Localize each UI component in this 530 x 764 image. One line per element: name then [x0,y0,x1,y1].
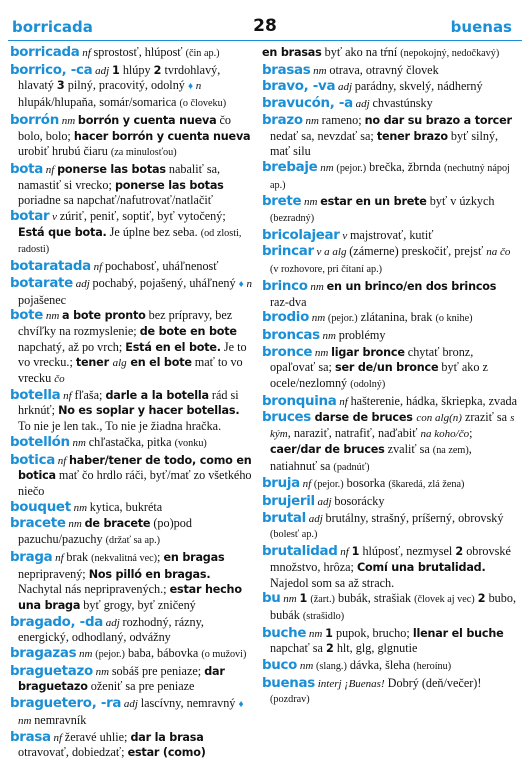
headword: brete [262,194,302,210]
translation-text: bubo, bubák [270,591,516,622]
translation-text: byť ako na tŕní [321,45,401,59]
dictionary-entry [10,550,254,614]
translation-text: Dobrý (deň/večer)! [384,675,482,690]
headword: bricolajear [262,227,340,243]
translation-text: otravovať, dobiedzať; [18,745,128,760]
grammar-label: nm [310,64,330,77]
phrase: ligar bronce [331,345,405,359]
grammar-label: čo [54,373,65,386]
dictionary-entry [262,79,518,95]
usage-note: (pejor.) [327,313,358,325]
grammar-label: nf [90,261,105,274]
headword: braguetero, -ra [10,696,122,712]
dictionary-entry [262,544,518,590]
usage-note: (odolný) [350,379,386,391]
phrase: Nos pilló en bragas. [88,567,211,581]
headword: borricada [10,45,80,60]
translation-text: obrovské množstvo, hrôza; [270,544,511,574]
grammar-label: adj [314,495,335,508]
grammar-label: nm [18,714,35,727]
diamond-icon: ♦ [187,81,194,93]
sense-number: 2 [153,63,162,77]
translation-text: (po)pod pazuchu/pazuchy [18,516,192,547]
phrase: en el bote [126,356,192,370]
usage-note: (heroínu) [413,661,452,673]
dictionary-entry [10,113,254,161]
dictionary-entry [10,500,254,516]
usage-note: (bolesť ap.) [270,529,318,541]
dictionary-entry [262,310,518,327]
phrase: dar braguetazo [18,664,225,694]
grammar-label: nm [308,312,328,325]
headword: brincar [262,244,314,260]
grammar-label: nm [69,436,89,449]
dictionary-entry [262,658,518,675]
dictionary-entry [262,160,518,193]
grammar-label: nf [54,454,70,467]
headword: braga [10,549,53,565]
dictionary-entry [262,96,518,112]
translation-text: chytať bronz, opaľovať sa; [270,344,474,375]
grammar-label: nm [70,501,90,514]
usage-note: (nepokojný, nedočkavý) [400,48,500,59]
grammar-label: nm [280,593,300,606]
dictionary-entry [10,388,254,434]
translation-text: (zámerne) preskočiť, prejsť [349,244,487,259]
phrase: Está que bota. [18,225,107,239]
translation-text: tvrdohlavý, hlavatý [18,62,221,93]
translation-text: To nie je len tak., To nie je žiadna hračka. [18,419,222,434]
grammar-label: nm [76,648,96,661]
usage-note: (od zlosti, radosti) [18,227,242,256]
phrase: a bote pronto [62,309,146,323]
grammar-label: nm [92,665,112,678]
headword: botar [10,209,50,225]
headword: botarate [10,275,73,291]
grammar-label: ¡Buenas! [344,677,385,690]
translation-text: Je úplne bez seba. [106,224,201,239]
translation-text: oženiť sa pre peniaze [87,679,195,694]
headword: bruja [262,476,300,492]
grammar-label: nf [52,551,67,564]
translation-text: , naraziť, natrafiť, naďabiť [287,426,421,441]
sense-number: 2 [325,642,334,656]
headword: brasas [262,62,311,78]
grammar-label: alg [112,357,127,370]
translation-text: byť grogy, byť zničený [80,597,196,612]
headword: buenas [262,675,315,691]
grammar-label: nm [302,114,322,127]
translation-text: žeravé uhlie; [64,729,131,744]
dictionary-entry [262,244,518,277]
phrase: hacer borrón y cuenta nueva [73,129,251,143]
headword: botella [10,387,61,403]
translation-text: mať to vo vrecku [18,355,243,386]
usage-note: (za minulosťou) [110,147,177,159]
phrase: tener brazo [376,129,448,143]
grammar-label: nm [43,310,63,323]
translation-text: hlupák/hlupaňa, somár/somarica [18,95,180,110]
phrase: No es soplar y hacer botellas. [58,404,240,418]
translation-text: zraziť sa [461,410,511,425]
diamond-icon: ♦ [238,278,244,290]
grammar-label: n [193,80,202,93]
grammar-label: na čo [486,246,511,259]
headword: bragado, -da [10,614,103,630]
dictionary-entry [10,615,254,645]
usage-note: (človek aj vec) [414,594,475,606]
headword: borrico, -ca [10,62,93,78]
translation-text: zvaliť sa [384,441,433,456]
translation-text: hašterenie, hádka, škriepka, zvada [350,393,518,408]
dictionary-entry [10,516,254,548]
translation-text: brečka, žbrnda [366,159,444,174]
translation-text: fľaša; [74,387,106,402]
usage-note: (v rozhovore, pri čítaní ap.) [270,264,383,276]
sense-number: 2 [477,592,486,606]
usage-note: (strašidlo) [302,610,345,622]
grammar-label: nm [58,114,78,127]
dictionary-entry [10,664,254,695]
grammar-label: adj [121,698,141,711]
sense-number: 1 [299,592,308,606]
translation-text: rád si hrknúť; [18,387,239,418]
grammar-label: adj [72,277,93,290]
dictionary-entry [10,209,254,258]
usage-note: (nechutný nápoj ap.) [270,162,510,191]
usage-note: (žart.) [310,594,335,606]
dictionary-entry [262,476,518,493]
translation-text: otrava, otravný človek [329,62,439,77]
grammar-label: nm [301,196,321,209]
dictionary-entry [10,162,254,208]
translation-text: Nachytal nás nepripravených.; [18,582,170,597]
translation-text: bubák, strašiak [334,591,415,606]
translation-text: poriadne sa napchať/nafutrovať/natlačiť [18,193,213,208]
dictionary-entry [262,511,518,543]
dictionary-entry [262,279,518,309]
headword: bruces [262,410,311,426]
translation-text: pochabý, pojašený, uháľnený [92,275,239,290]
translation-text: baba, bábovka [124,646,202,661]
headword: buche [262,625,307,641]
phrase: en brasas [262,46,322,59]
grammar-label: na koho/čo [420,428,470,441]
dictionary-entry [10,453,254,499]
sense-number: 1 [351,545,360,559]
headword: botellón [10,434,70,450]
usage-note: (pozdrav) [270,694,310,706]
translation-text: Je to vo vrecku.; [18,339,247,370]
headword: brutalidad [262,544,338,560]
translation-text: napchať sa [270,641,326,656]
headword: bronquina [262,393,337,409]
headword: bota [10,161,44,177]
translation-text: pilný, pracovitý, odolný [64,78,188,93]
headword: brebaje [262,159,318,175]
dictionary-entry [10,259,254,275]
headword: broncas [262,327,320,343]
phrase: borrón y cuenta nueva [77,113,217,127]
translation-text: bosorácky [334,493,385,508]
headword: brazo [262,112,303,128]
grammar-label: nm [307,280,327,293]
translation-text: chvastúnsky [372,96,433,111]
grammar-label: n [243,277,252,290]
phrase: ponerse las botas [114,178,224,192]
translation-text: zlátanina, brak [357,310,436,325]
headword: brasa [10,729,51,745]
header-divider [8,40,522,41]
headword: brutal [262,510,306,526]
translation-text: dávka, šleha [346,658,414,673]
header-first-word: borricada [12,18,93,36]
translation-text: nepripravený; [18,566,89,581]
grammar-label: nf [60,389,75,402]
headword: bu [262,591,281,607]
grammar-label: adj [102,616,123,629]
phrase: Está en el bote. [125,340,221,354]
headword: bragazas [10,646,77,662]
dictionary-entry [10,308,254,387]
headword: bouquet [10,499,71,515]
headword: bravo, -va [262,79,336,95]
dictionary-entry [262,591,518,624]
translation-text: brutálny, strašný, príšerný, obrovský [325,510,504,525]
grammar-label: adj [335,81,355,94]
grammar-label: interj [314,677,345,690]
usage-note: (o mužovi) [201,649,247,661]
dictionary-entry [262,113,518,159]
phrase: de bote en bote [139,324,237,338]
usage-note: (pejor.) [313,479,344,491]
translation-text: brak [66,549,92,564]
page-number: 28 [253,16,277,36]
translation-text: rameno; [321,112,365,127]
dictionary-entry [10,276,254,307]
translation-text: pupok, brucho; [332,625,413,640]
headword: brujeril [262,493,315,509]
phrase: estar (como) [127,746,206,760]
grammar-label: adj [92,64,112,77]
sense-number: 2 [455,545,464,559]
grammar-label: nf [299,478,314,491]
phrase: dar la brasa [130,730,204,744]
headword: bravucón, -a [262,96,353,112]
grammar-label: nf [79,47,94,59]
translation-text: byť ako z ocele/nezlomný [270,360,488,391]
phrase: en un brinco/en dos brincos [326,279,497,293]
dictionary-entry [10,646,254,663]
diamond-icon: ♦ [238,699,244,711]
usage-note: (padnúť) [333,461,370,473]
grammar-label: nm [319,329,339,342]
grammar-label: nm [317,161,337,174]
right-column [262,45,518,709]
usage-note: (o knihe) [435,313,473,325]
translation-text: kytica, bukréta [89,499,163,514]
grammar-label: v [339,229,350,242]
translation-text: , natiahnuť sa [270,441,472,473]
phrase: en bragas [163,550,225,564]
dictionary-entry [10,63,254,112]
translation-text: parádny, skvelý, nádherný [354,79,483,94]
grammar-label: nm [65,518,85,531]
grammar-label: nm [297,660,317,673]
translation-text: problémy [338,327,386,342]
dictionary-entry [10,435,254,452]
translation-text: sprostosť, hlúposť [93,45,186,59]
translation-text: majstrovať, kutiť [349,227,434,242]
headword: botica [10,452,55,468]
headword: bronce [262,344,313,360]
phrase: de bracete [84,517,151,531]
translation-text: nabaliť sa, namastiť si vrecko; [18,161,221,192]
phrase: estar hecho una braga [18,583,242,612]
translation-text: nemravník [34,712,87,727]
translation-text: chľastačka, pitka [88,434,175,449]
sense-number: 1 [111,63,120,77]
dictionary-entry [262,228,518,244]
phrase: llenar el buche [412,626,504,640]
dictionary-entry [262,345,518,393]
usage-note: (škaredá, zlá žena) [388,479,465,491]
phrase: ponerse las botas [57,162,166,176]
translation-text: lascívny, nemravný [140,696,239,711]
dictionary-entry [262,676,518,708]
phrase: ser de/un bronce [334,361,439,375]
dictionary-entry [262,63,518,79]
translation-text: bosorka [343,476,389,491]
header-last-word: buenas [450,18,512,36]
translation-text: ; [157,549,164,564]
grammar-label: con alg(n) [416,412,462,425]
usage-note: (nekvalitná vec) [91,552,158,564]
phrase: estar en un brete [320,195,427,209]
translation-text: mať čo hrdlo ráči, byť/mať zo všetkého niečo [18,468,252,498]
dictionary-entry [262,494,518,510]
translation-text: hlt, glg, glgnutie [333,641,418,656]
translation-text: hlúposť, nezmysel [359,544,456,559]
translation-text: byť v úzkych [426,194,495,209]
grammar-label: nf [336,395,351,408]
grammar-label: v [49,211,60,224]
headword: braguetazo [10,663,93,679]
grammar-label: nf [43,163,58,176]
usage-note: (pejor.) [95,649,125,661]
translation-text: pochabosť, uháľnenosť [104,259,219,274]
usage-note: (na zem) [432,444,469,456]
usage-note: (vonku) [174,437,207,449]
phrase: Comí una brutalidad. [357,560,486,574]
dictionary-entry [262,194,518,226]
phrase: darle a la botella [105,388,209,402]
phrase: no dar su brazo a torcer [364,113,512,127]
headword: brodio [262,310,309,326]
headword: bote [10,308,44,324]
grammar-label: nf [337,546,352,559]
dictionary-entry [262,410,518,475]
usage-note: (bezradný) [270,213,315,225]
dictionary-entry [10,45,254,62]
headword: botaratada [10,259,91,275]
headword: bracete [10,516,66,532]
phrase: haber/tener de todo, como en botica [18,453,252,483]
translation-text: sobáš pre peniaze; [111,663,205,678]
headword: buco [262,658,298,674]
dictionary-entry [262,45,518,62]
grammar-label: nm [312,346,332,359]
usage-note: (čin ap.) [185,48,220,59]
sense-number: 3 [56,79,65,93]
translation-text: napchatý, až po vrch; [18,339,126,354]
dictionary-entry [262,328,518,344]
usage-note: (pejor.) [336,162,367,174]
usage-note: (držať sa ap.) [105,535,161,547]
translation-text: zúriť, peniť, soptiť, byť vytočený; [59,209,226,224]
phrase: tener [75,356,113,370]
translation-text: urobiť hrubú čiaru [18,144,111,159]
dictionary-entry [10,730,254,761]
sense-number: 1 [325,626,333,640]
translation-text: bez prípravy, bez chvíľky na rozmyslenie; [18,308,233,338]
dictionary-entry [262,394,518,410]
headword: brinco [262,278,308,294]
headword: borrón [10,112,59,128]
dictionary-entry [10,696,254,728]
translation-text: rozhodný, rázny, energický, odhodlaný, odvážny [18,614,204,645]
grammar-label: adj [352,98,373,111]
translation-text: Najedol som sa až strach. [270,575,395,590]
translation-text: hlúpy [119,62,154,77]
grammar-label: nf [50,731,65,744]
phrase: caer/dar de bruces [270,442,385,456]
grammar-label: s kým [270,412,515,441]
usage-note: (slang.) [316,661,347,673]
grammar-label: v a alg [313,246,350,259]
left-column [10,45,254,762]
grammar-label: nm [306,627,326,640]
translation-text: nedať sa, nevzdať sa; [270,128,377,143]
translation-text: raz-dva [270,294,307,309]
translation-text: čo bolo, bolo; [18,112,232,143]
grammar-label: adj [305,512,326,525]
translation-text: ; [469,426,473,441]
phrase: darse de bruces [310,411,417,425]
translation-text: byť silný, mať silu [270,128,499,159]
page-header [0,0,530,40]
translation-text: pojašenec [18,292,67,307]
dictionary-entry [262,626,518,657]
usage-note: (o človeku) [179,98,227,110]
